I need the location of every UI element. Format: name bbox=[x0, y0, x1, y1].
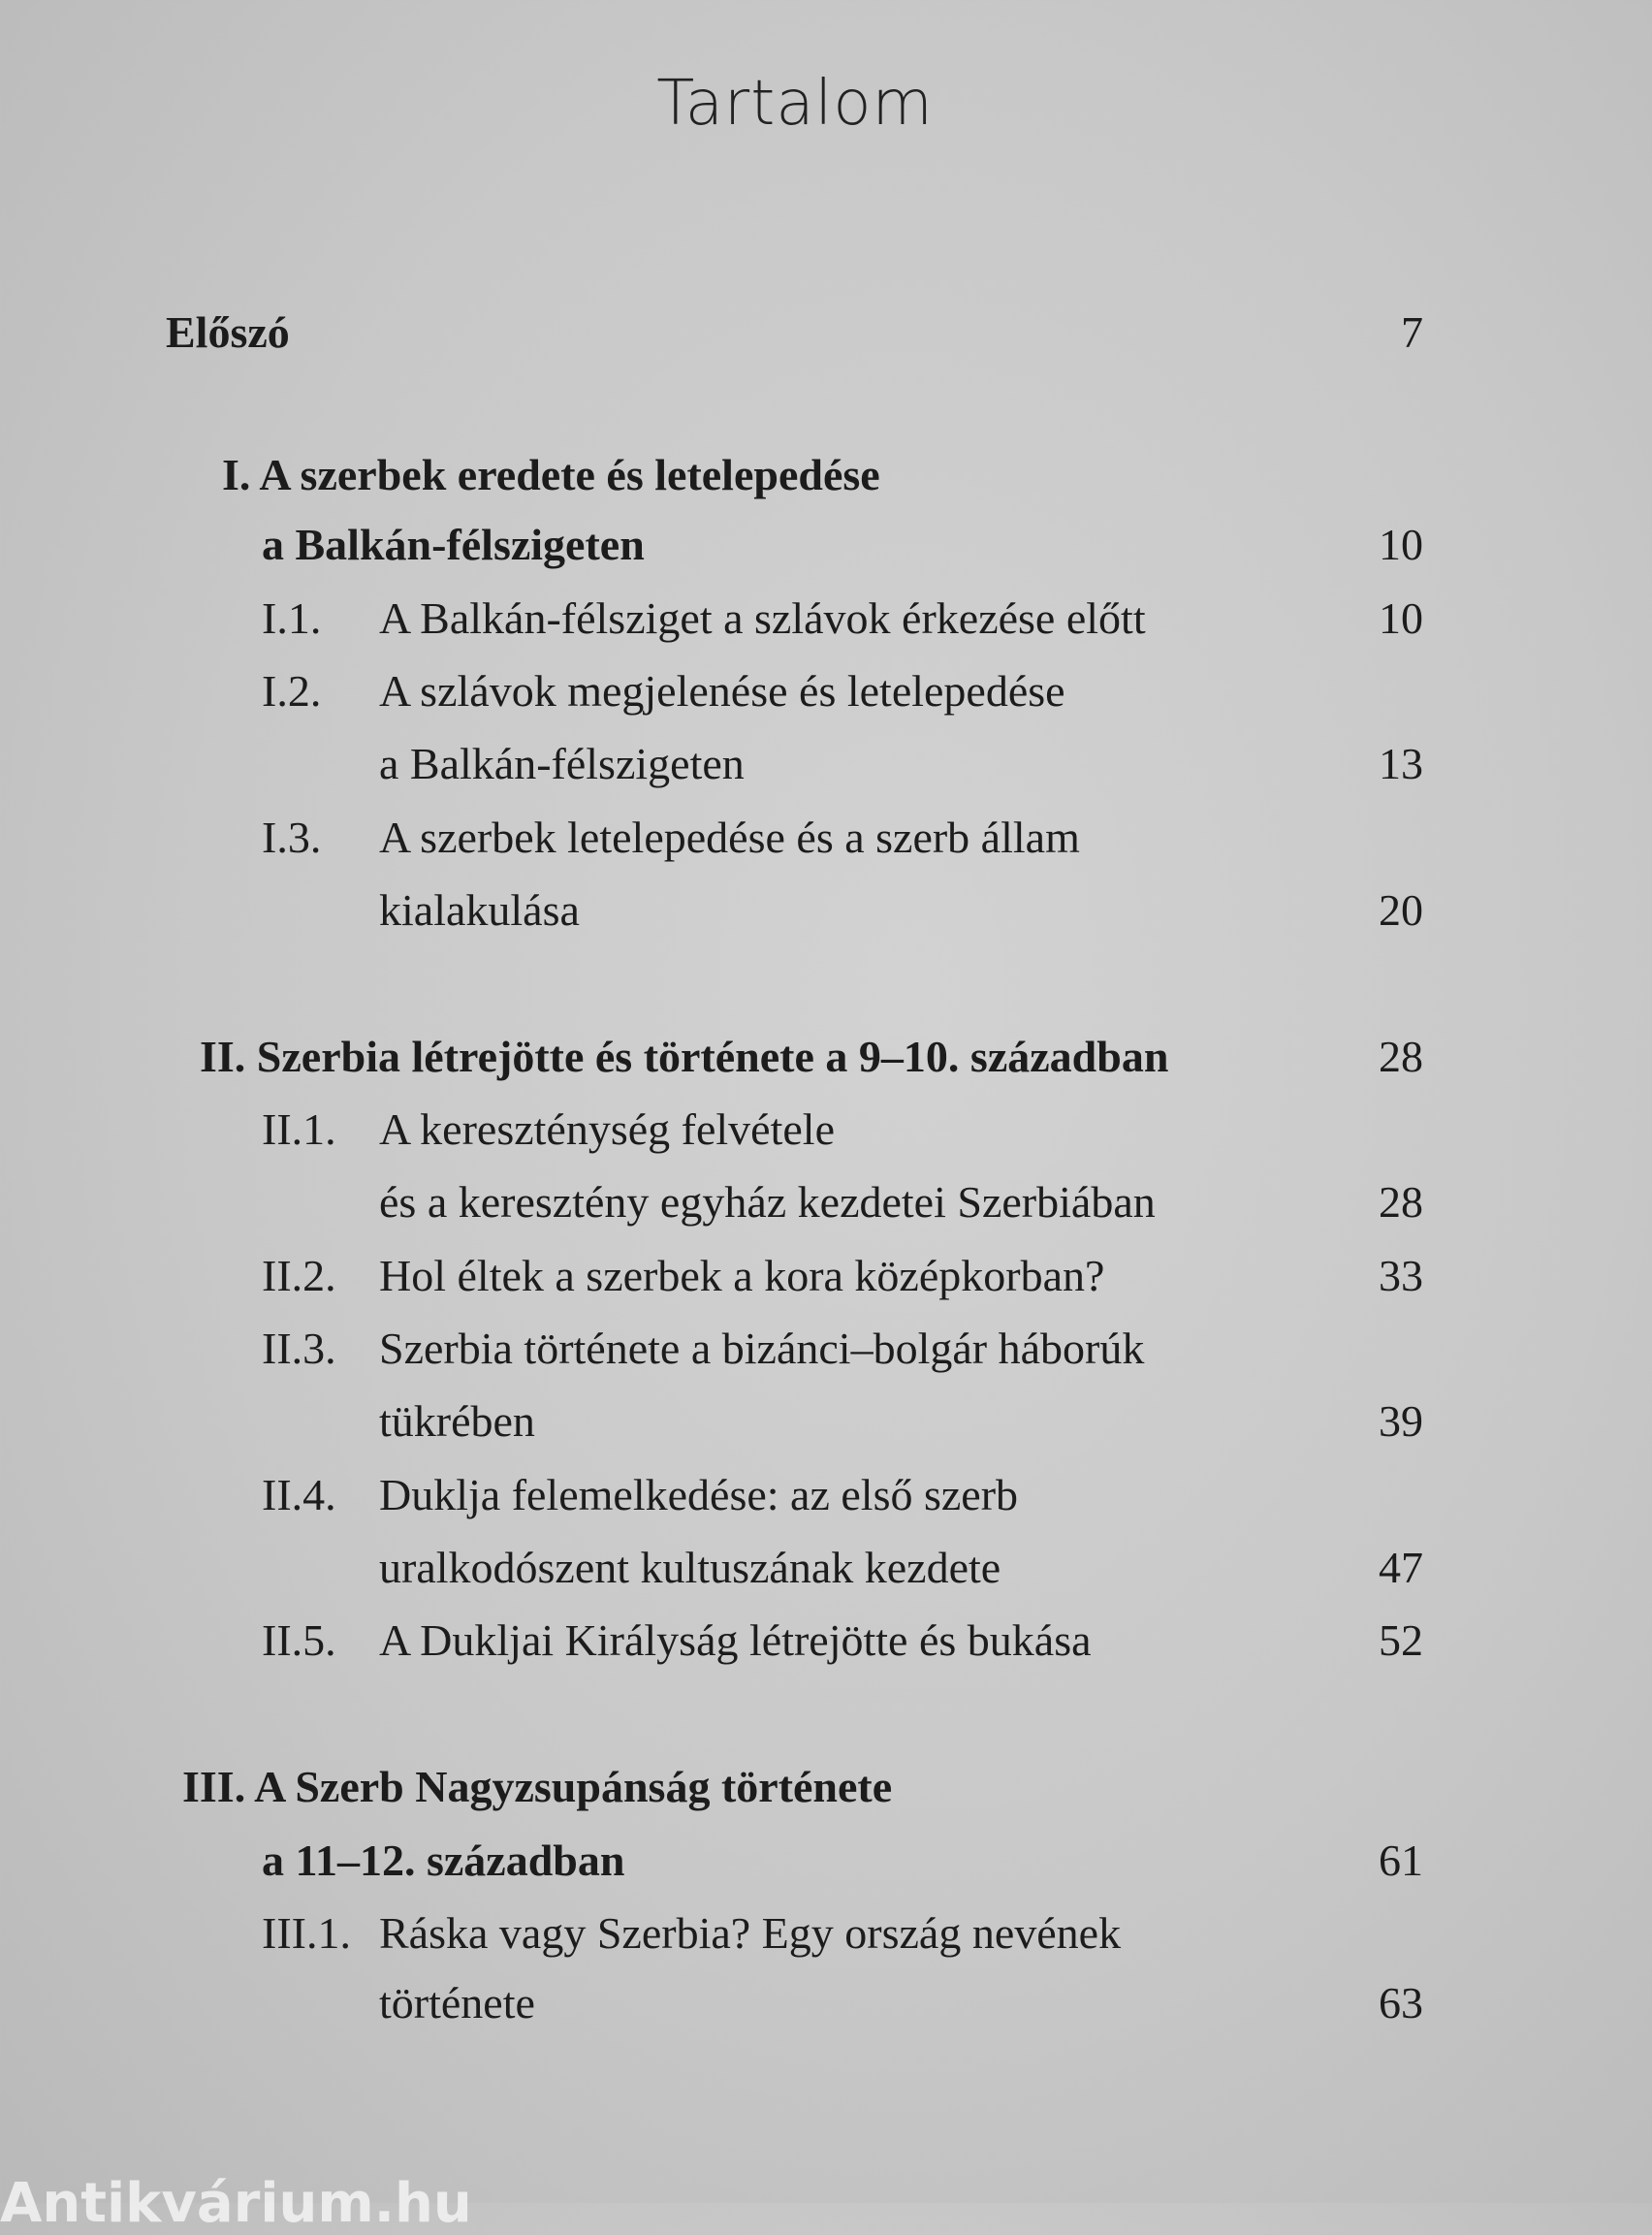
chapter-heading-cont bbox=[0, 511, 1652, 579]
entry-page: 52 bbox=[1379, 1615, 1423, 1665]
chapter-heading bbox=[0, 441, 1652, 509]
section-title: A szerbek letelepedése és a szerb állam bbox=[379, 813, 1080, 862]
section-title: A Balkán-félsziget a szlávok érkezése előtt bbox=[379, 593, 1146, 643]
section-title: uralkodószent kultuszának kezdete bbox=[379, 1543, 1001, 1592]
section-number: I.3. bbox=[262, 813, 322, 862]
chapter-title: I. A szerbek eredete és letelepedése bbox=[222, 450, 880, 499]
section-entry bbox=[0, 1315, 1652, 1383]
section-entry bbox=[0, 1461, 1652, 1529]
section-title: Duklja felemelkedése: az első szerb bbox=[379, 1470, 1019, 1519]
chapter-title: III. A Szerb Nagyzsupánság története bbox=[182, 1762, 893, 1811]
section-title: kialakulása bbox=[379, 885, 580, 935]
section-entry-cont bbox=[0, 730, 1652, 798]
entry-page: 20 bbox=[1379, 885, 1423, 935]
section-entry bbox=[0, 1607, 1652, 1675]
section-title: A Dukljai Királyság létrejötte és bukása bbox=[379, 1615, 1092, 1665]
section-number: II.5. bbox=[262, 1615, 336, 1665]
section-entry bbox=[0, 1096, 1652, 1164]
section-entry-cont bbox=[0, 1534, 1652, 1602]
entry-title: Előszó bbox=[166, 307, 290, 357]
chapter-heading-cont bbox=[0, 1827, 1652, 1895]
chapter-title: a 11–12. században bbox=[262, 1836, 625, 1885]
section-entry-cont bbox=[0, 1388, 1652, 1455]
section-number: II.3. bbox=[262, 1324, 336, 1373]
section-entry bbox=[0, 1242, 1652, 1310]
section-number: II.1. bbox=[262, 1104, 336, 1154]
section-title: Hol éltek a szerbek a kora középkorban? bbox=[379, 1251, 1105, 1300]
entry-page: 63 bbox=[1379, 1978, 1423, 2027]
section-title: Szerbia története a bizánci–bolgár háborúk bbox=[379, 1324, 1145, 1373]
section-number: III.1. bbox=[262, 1908, 351, 1958]
section-number: II.2. bbox=[262, 1251, 336, 1300]
chapter-heading bbox=[0, 1023, 1652, 1091]
section-title: a Balkán-félszigeten bbox=[379, 739, 745, 788]
page-title: Tartalom bbox=[656, 68, 934, 140]
section-entry bbox=[0, 657, 1652, 725]
section-entry bbox=[0, 585, 1652, 653]
section-number: I.1. bbox=[262, 593, 322, 643]
chapter-title: II. Szerbia létrejötte és története a 9–10. században bbox=[200, 1032, 1169, 1081]
entry-page: 7 bbox=[1401, 307, 1423, 357]
section-entry-cont bbox=[0, 877, 1652, 944]
entry-page: 47 bbox=[1379, 1543, 1423, 1592]
entry-page: 10 bbox=[1379, 520, 1423, 569]
entry-page: 10 bbox=[1379, 593, 1423, 643]
section-title: története bbox=[379, 1978, 535, 2027]
entry-page: 33 bbox=[1379, 1251, 1423, 1300]
chapter-title: a Balkán-félszigeten bbox=[262, 520, 645, 569]
section-title: tükrében bbox=[379, 1396, 535, 1446]
entry-page: 13 bbox=[1379, 739, 1423, 788]
section-title: Ráska vagy Szerbia? Egy ország nevének bbox=[379, 1908, 1122, 1958]
entry-page: 39 bbox=[1379, 1396, 1423, 1446]
chapter-heading bbox=[0, 1753, 1652, 1821]
section-title: A szlávok megjelenése és letelepedése bbox=[379, 666, 1065, 716]
entry-page: 28 bbox=[1379, 1177, 1423, 1227]
section-number: II.4. bbox=[262, 1470, 336, 1519]
section-entry bbox=[0, 1900, 1652, 1967]
section-number: I.2. bbox=[262, 666, 322, 716]
entry-page: 61 bbox=[1379, 1836, 1423, 1885]
toc-entry-preface bbox=[0, 299, 1652, 367]
section-title: A kereszténység felvétele bbox=[379, 1104, 835, 1154]
section-entry bbox=[0, 804, 1652, 872]
entry-page: 28 bbox=[1379, 1032, 1423, 1081]
watermark: Antikvárium.hu bbox=[0, 2172, 472, 2235]
section-entry-cont bbox=[0, 1168, 1652, 1236]
section-entry-cont bbox=[0, 1969, 1652, 2037]
section-title: és a keresztény egyház kezdetei Szerbiában bbox=[379, 1177, 1156, 1227]
